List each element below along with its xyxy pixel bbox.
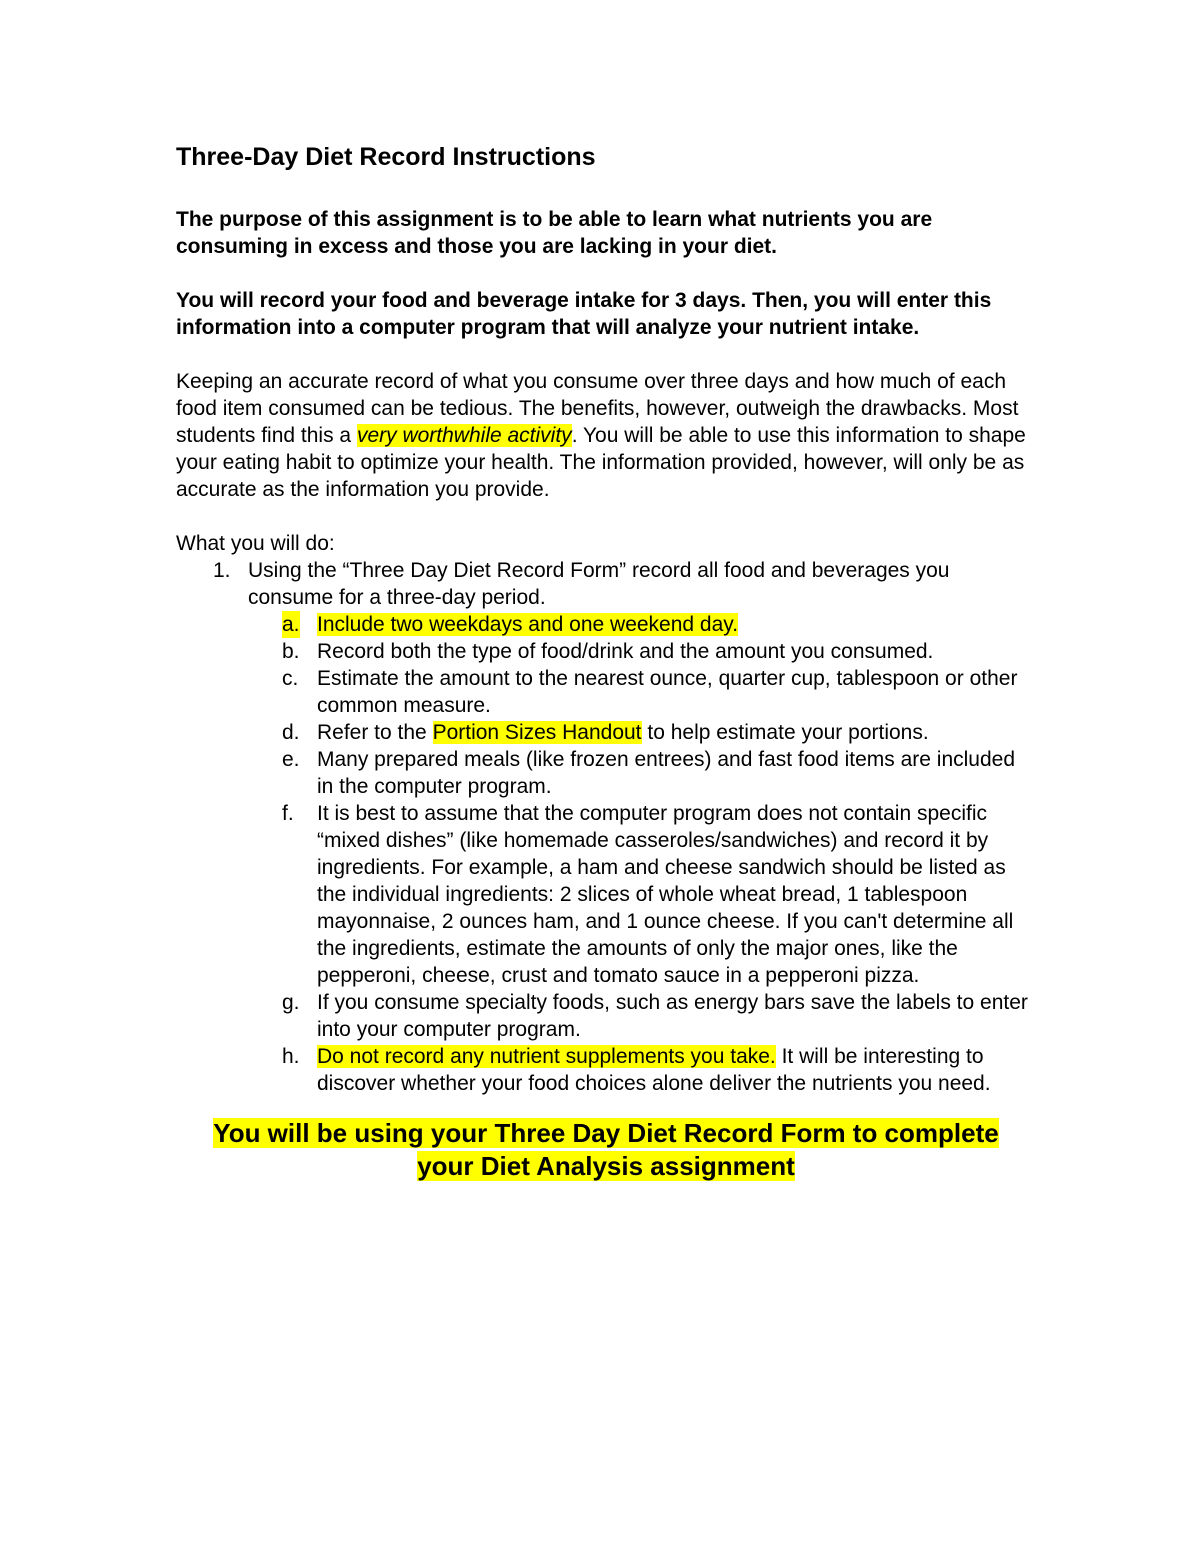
- closing-statement-line-2: [176, 1150, 1036, 1183]
- list-item-f: [176, 800, 1036, 989]
- list-item-text: If you consume specialty foods, such as energy bars save the labels to enter into your computer program.: [317, 991, 1028, 1041]
- step-1-text: Using the “Three Day Diet Record Form” record all food and beverages you consume for a three-day period.: [248, 559, 950, 609]
- highlight-no-supplements: Do not record any nutrient supplements you take.: [317, 1045, 776, 1068]
- body-text-part2: . You will be able to use this information to shape your eating habit to optimize your health. The information provided, however, will only be as accurate as the information you provide.: [176, 424, 1026, 501]
- list-item-letter: f.: [282, 802, 294, 825]
- list-item-letter: b.: [282, 640, 300, 663]
- list-item-letter: h.: [282, 1045, 300, 1068]
- list-item-g: [176, 989, 1036, 1043]
- list-item-text: It is best to assume that the computer program does not contain specific “mixed dishes” (like homemade casseroles/sandwiches) and record it by ingredients. For example, a ham and cheese sandwich should be listed as the individual ingredients: 2 slices of whole wheat bread, 1 tablespoon mayonnaise, 2 ounces ham, and 1 ounce cheese. If you can't determine all the ingredients, estimate the amounts of only the major ones, like the pepperoni, cheese, crust and tomato sauce in a pepperoni pizza.: [317, 802, 1014, 987]
- list-item-text: Record both the type of food/drink and the amount you consumed.: [317, 640, 934, 663]
- list-item-text: Include two weekdays and one weekend day.: [317, 613, 739, 636]
- list-item-letter: e.: [282, 748, 300, 771]
- purpose-paragraph: The purpose of this assignment is to be able to learn what nutrients you are consuming in excess and those you are lacking in your diet.: [176, 208, 933, 258]
- step-1-number: 1.: [213, 559, 231, 582]
- list-item-text-post: It will be interesting to discover whether your food choices alone deliver the nutrients you need.: [317, 1045, 991, 1095]
- list-item-e: [176, 746, 1036, 800]
- list-item-letter: a.: [282, 613, 300, 636]
- closing-highlight-1: You will be using your Three Day Diet Record Form to complete: [213, 1118, 999, 1148]
- list-item-text-post: to help estimate your portions.: [641, 721, 929, 744]
- list-item-text: Estimate the amount to the nearest ounce, quarter cup, tablespoon or other common measure.: [317, 667, 1018, 717]
- highlight-worthwhile-activity: very worthwhile activity: [356, 424, 572, 447]
- list-item-text-pre: Refer to the: [317, 721, 433, 744]
- body-text-part1: Keeping an accurate record of what you consume over three days and how much of each food item consumed can be tedious. The benefits, however, outweigh the drawbacks. Most students find this a: [176, 370, 1019, 447]
- what-you-will-do-heading: What you will do:: [176, 532, 335, 555]
- step-1-sublist: [176, 611, 1036, 1097]
- list-item-letter: c.: [282, 667, 299, 690]
- list-item-b: [176, 638, 1036, 665]
- list-item-a: [176, 611, 1036, 638]
- list-item-text: Many prepared meals (like frozen entrees) and fast food items are included in the computer program.: [317, 748, 1016, 798]
- document-title: Three-Day Diet Record Instructions: [176, 143, 596, 171]
- list-item-c: [176, 665, 1036, 719]
- closing-block: [176, 1097, 1036, 1181]
- list-item-d: [176, 719, 1036, 746]
- body-paragraph: [176, 368, 1036, 503]
- document-page: [176, 140, 1036, 1181]
- list-item-letter: g.: [282, 991, 300, 1014]
- highlight-portion-sizes-handout: Portion Sizes Handout: [432, 721, 642, 744]
- list-item-letter: d.: [282, 721, 300, 744]
- step-1-item: [176, 557, 1036, 611]
- list-item-h: [176, 1043, 1036, 1097]
- record-intro-paragraph: You will record your food and beverage intake for 3 days. Then, you will enter this information into a computer program that will analyze your nutrient intake.: [176, 289, 992, 339]
- closing-highlight-2: your Diet Analysis assignment: [417, 1151, 795, 1181]
- closing-statement-line-1: [176, 1117, 1036, 1150]
